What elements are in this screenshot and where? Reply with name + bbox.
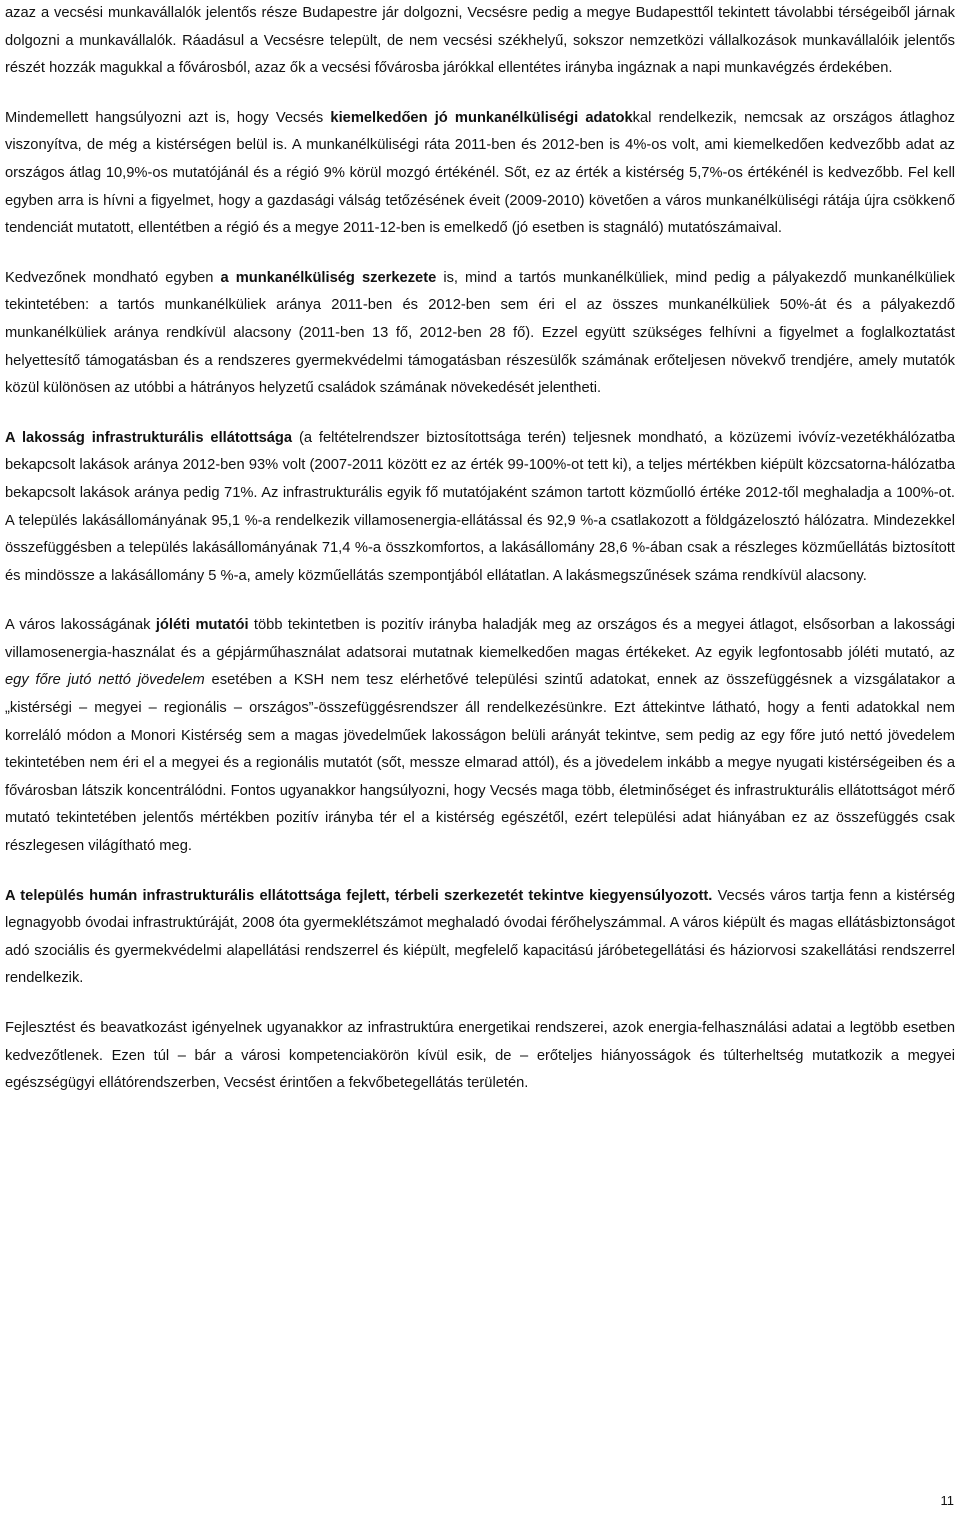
text-run: esetében a KSH nem tesz elérhetővé települési szintű adatokat, ennek az összefüggésnek a vizsgálatakor a „kistérségi – megyei – regionális – országos”-összefüggésrendszer áll rendelkezésünkre. Ezt áttekintve látható, hogy a fenti adatokkal nem korreláló módon a Monori Kistérség sem a magas jövedelműek lakosságon belüli arányát tekintve, sem pedig az egy főre jutó nettó jövedelem tekintetében nem éri el a megyei és a regionális mutatót (sőt, messze elmarad attól), és a jövedelem inkább a megye nyugati kistérségeiben és a fővárosban látszik koncentrálódni. Fontos ugyanakkor hangsúlyozni, hogy Vecsés maga több, életminőséget és infrastrukturális ellátottságot mérő mutató tekintetében jelentős mértékben pozitív irányba tér el a kistérség egészétől, ezért települési adat hiányában ez az összefüggés csak részlegesen világítható meg. [5,672,955,855]
text-run: (a feltételrendszer biztosítottsága terén) teljesnek mondható, a közüzemi ivóvíz-vezetékhálózatba bekapcsolt lakások aránya 2012-ben 93% volt (2007-2011 között ez az érték 99-100%-ot tett ki), a teljes mértékben kiépült közcsatorna-hálózatba bekapcsolt lakások aránya pedig 71%. Az infrastrukturális egyik fő mutatójaként számon tartott közműolló értéke 2012-től meghaladja a 100%-ot. A település lakásállományának 95,1 %-a rendelkezik villamosenergia-ellátással és 92,9 %-a csatlakozott a földgázelosztó hálózatra. Mindezekkel összefüggésben a település lakásállományának 71,4 %-a összkomfortos, a lakásállomány 28,6 %-ában csak a részleges közműellátás biztosított és mindössze a lakásállomány 5 %-a, amely közműellátás szempontjából ellátatlan. A lakásmegszűnések száma rendkívül alacsony. [5,429,955,584]
page-number: 11 [940,1493,954,1508]
bold-text: kiemelkedően jó munkanélküliségi adatok [330,109,633,126]
text-run: Kedvezőnek mondható egyben [5,269,221,286]
bold-text: a munkanélküliség szerkezete [220,269,437,286]
paragraph-unemployment-structure [5,265,955,403]
bold-text: A település humán infrastrukturális ellátottsága fejlett, térbeli szerkezetét tekintve kiegyensúlyozott. [5,887,713,904]
paragraph-unemployment-data [5,105,955,243]
paragraph-development-needs [5,1015,955,1098]
text-run: Vecsés város tartja fenn a kistérség legnagyobb óvodai infrastruktúráját, 2008 óta gyermeklétszámot meghaladó óvodai férőhelyszámmal. A város kiépült és magas ellátásbiztonságot adó szociális és gyermekvédelmi alapellátási rendszerrel és kiépült, megfelelő kapacitású járóbetegellátási és háziorvosi szakellátási rendszerrel rendelkezik. [5,887,956,987]
text-run: Fejlesztést és beavatkozást igényelnek ugyanakkor az infrastruktúra energetikai rendszerei, azok energia-felhasználási adatai a legtöbb esetben kedvezőtlenek. Ezen túl – bár a városi kompetenciakörön kívül esik, de – erőteljes hiányosságok és túlterheltség mutatkozik a megyei egészségügyi ellátórendszerben, Vecsést érintően a fekvőbetegellátás területén. [5,1020,955,1092]
bold-text: A lakosság infrastrukturális ellátottsága [5,429,293,446]
text-run: is, mind a tartós munkanélküliek, mind pedig a pályakezdő munkanélküliek tekintetében: a tartós munkanélküliek aránya 2011-ben és 2012-ben sem éri el az összes munkanélküliek 50%-át és a pályakezdő munkanélküliek aránya rendkívül alacsony (2011-ben 13 fő, 2012-ben 28 fő). Ezzel együtt szükséges felhívni a figyelmet a foglalkoztatást helyettesítő támogatásban és a rendszeres gyermekvédelmi támogatásban részesülők számának erőteljesen növekvő trendjére, amely mutatók közül különösen az utóbbi a hátrányos helyzetű családok számának növekedését jelentheti. [5,269,956,397]
text-run: kal rendelkezik, nemcsak az országos átlaghoz viszonyítva, de még a kistérségen belül is. A munkanélküliségi ráta 2011-ben és 2012-ben is 4%-os volt, ami kiemelkedően kedvezőbb adat az országos átlag 10,9%-os mutatójánál és a régió 9% körül mozgó értékénél. Sőt, ez az érték a kistérség 5,7%-os értékénél is kedvezőbb. Fel kell egyben arra is hívni a figyelmet, hogy a gazdasági válság tetőzésének éveit (2009-2010) követően a város munkanélküliségi rátája újra csökkenő tendenciát mutatott, ellentétben a régió és a megye 2011-12-ben is emelkedő (jó esetben is stagnáló) mutatószámaival. [5,109,955,237]
paragraph-human-infrastructure [5,883,955,993]
paragraph-commuting [5,0,955,83]
document-page [5,0,955,1120]
text-run: több tekintetben is pozitív irányba haladják meg az országos és a megyei átlagot, elsősorban a lakossági villamosenergia-használat és a gépjárműhasználat adatsorai mutatnak kiemelkedően magas értékeket. Az egyik legfontosabb jóléti mutató, az [5,617,955,661]
text-run: Mindemellett hangsúlyozni azt is, hogy Vecsés [5,109,331,126]
italic-text: egy főre jutó nettó jövedelem [5,672,205,689]
text-run: azaz a vecsési munkavállalók jelentős része Budapestre jár dolgozni, Vecsésre pedig a megye Budapesttől tekintett távolabbi térségeiből járnak dolgozni a munkavállalók. Ráadásul a Vecsésre települt, de nem vecsési székhelyű, sokszor nemzetközi vállalkozások munkavállalóik jelentős részét hozzák magukkal a fővárosból, azaz ők a vecsési fővárosba járókkal ellentétes irányba ingáznak a napi munkavégzés érdekében. [5,5,955,77]
paragraph-infrastructure [5,425,955,591]
bold-text: jóléti mutatói [155,617,249,634]
text-run: A város lakosságának [5,617,156,634]
paragraph-welfare-indicators [5,612,955,860]
